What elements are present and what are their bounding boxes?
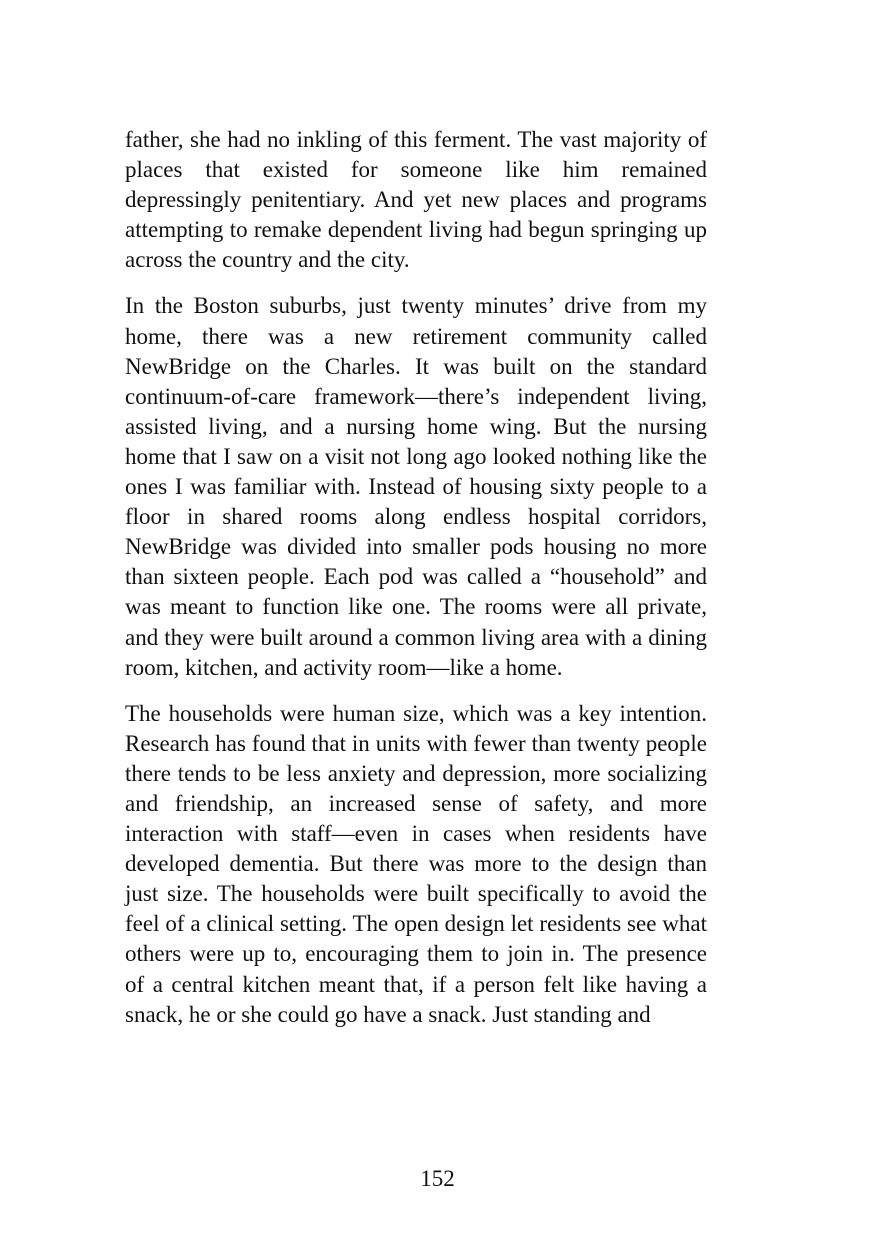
paragraph-3: The households were human size, which was a key intention. Research has found that in units with fewer than twenty people there tends to be less anxiety and depression, more socializing and friendship, an increased sense of safety, and more interaction with staff—even in cases when residents have developed dementia. But there was more to the design than just size. The households were built specifically to avoid the feel of a clinical setting. The open design let residents see what others were up to, encouraging them to join in. The presence of a central kitchen meant that, if a person felt like having a snack, he or she could go have a snack. Just standing and [125,700,707,1027]
paragraph-1: father, she had no inkling of this ferment. The vast majority of places that existed for someone like him remained depressingly penitentiary. And yet new places and programs attempting to remake dependent living had begun springing up across the country and the city. [125,127,707,273]
page-number: 152 [420,1166,455,1191]
paragraph-2: In the Boston suburbs, just twenty minutes’ drive from my home, there was a new retirement community called NewBridge on the Charles. It was built on the standard continuum-of-care framework—there’s independent living, assisted living, and a nursing home wing. But the nursing home that I saw on a visit not long ago looked nothing like the ones I was familiar with. Instead of housing sixty people to a floor in shared rooms along endless hospital corridors, NewBridge was divided into smaller pods housing no more than sixteen people. Each pod was called a “household” and was meant to function like one. The rooms were all private, and they were built around a common living area with a dining room, kitchen, and activity room—like a home. [125,293,707,680]
body-text [125,125,707,1046]
